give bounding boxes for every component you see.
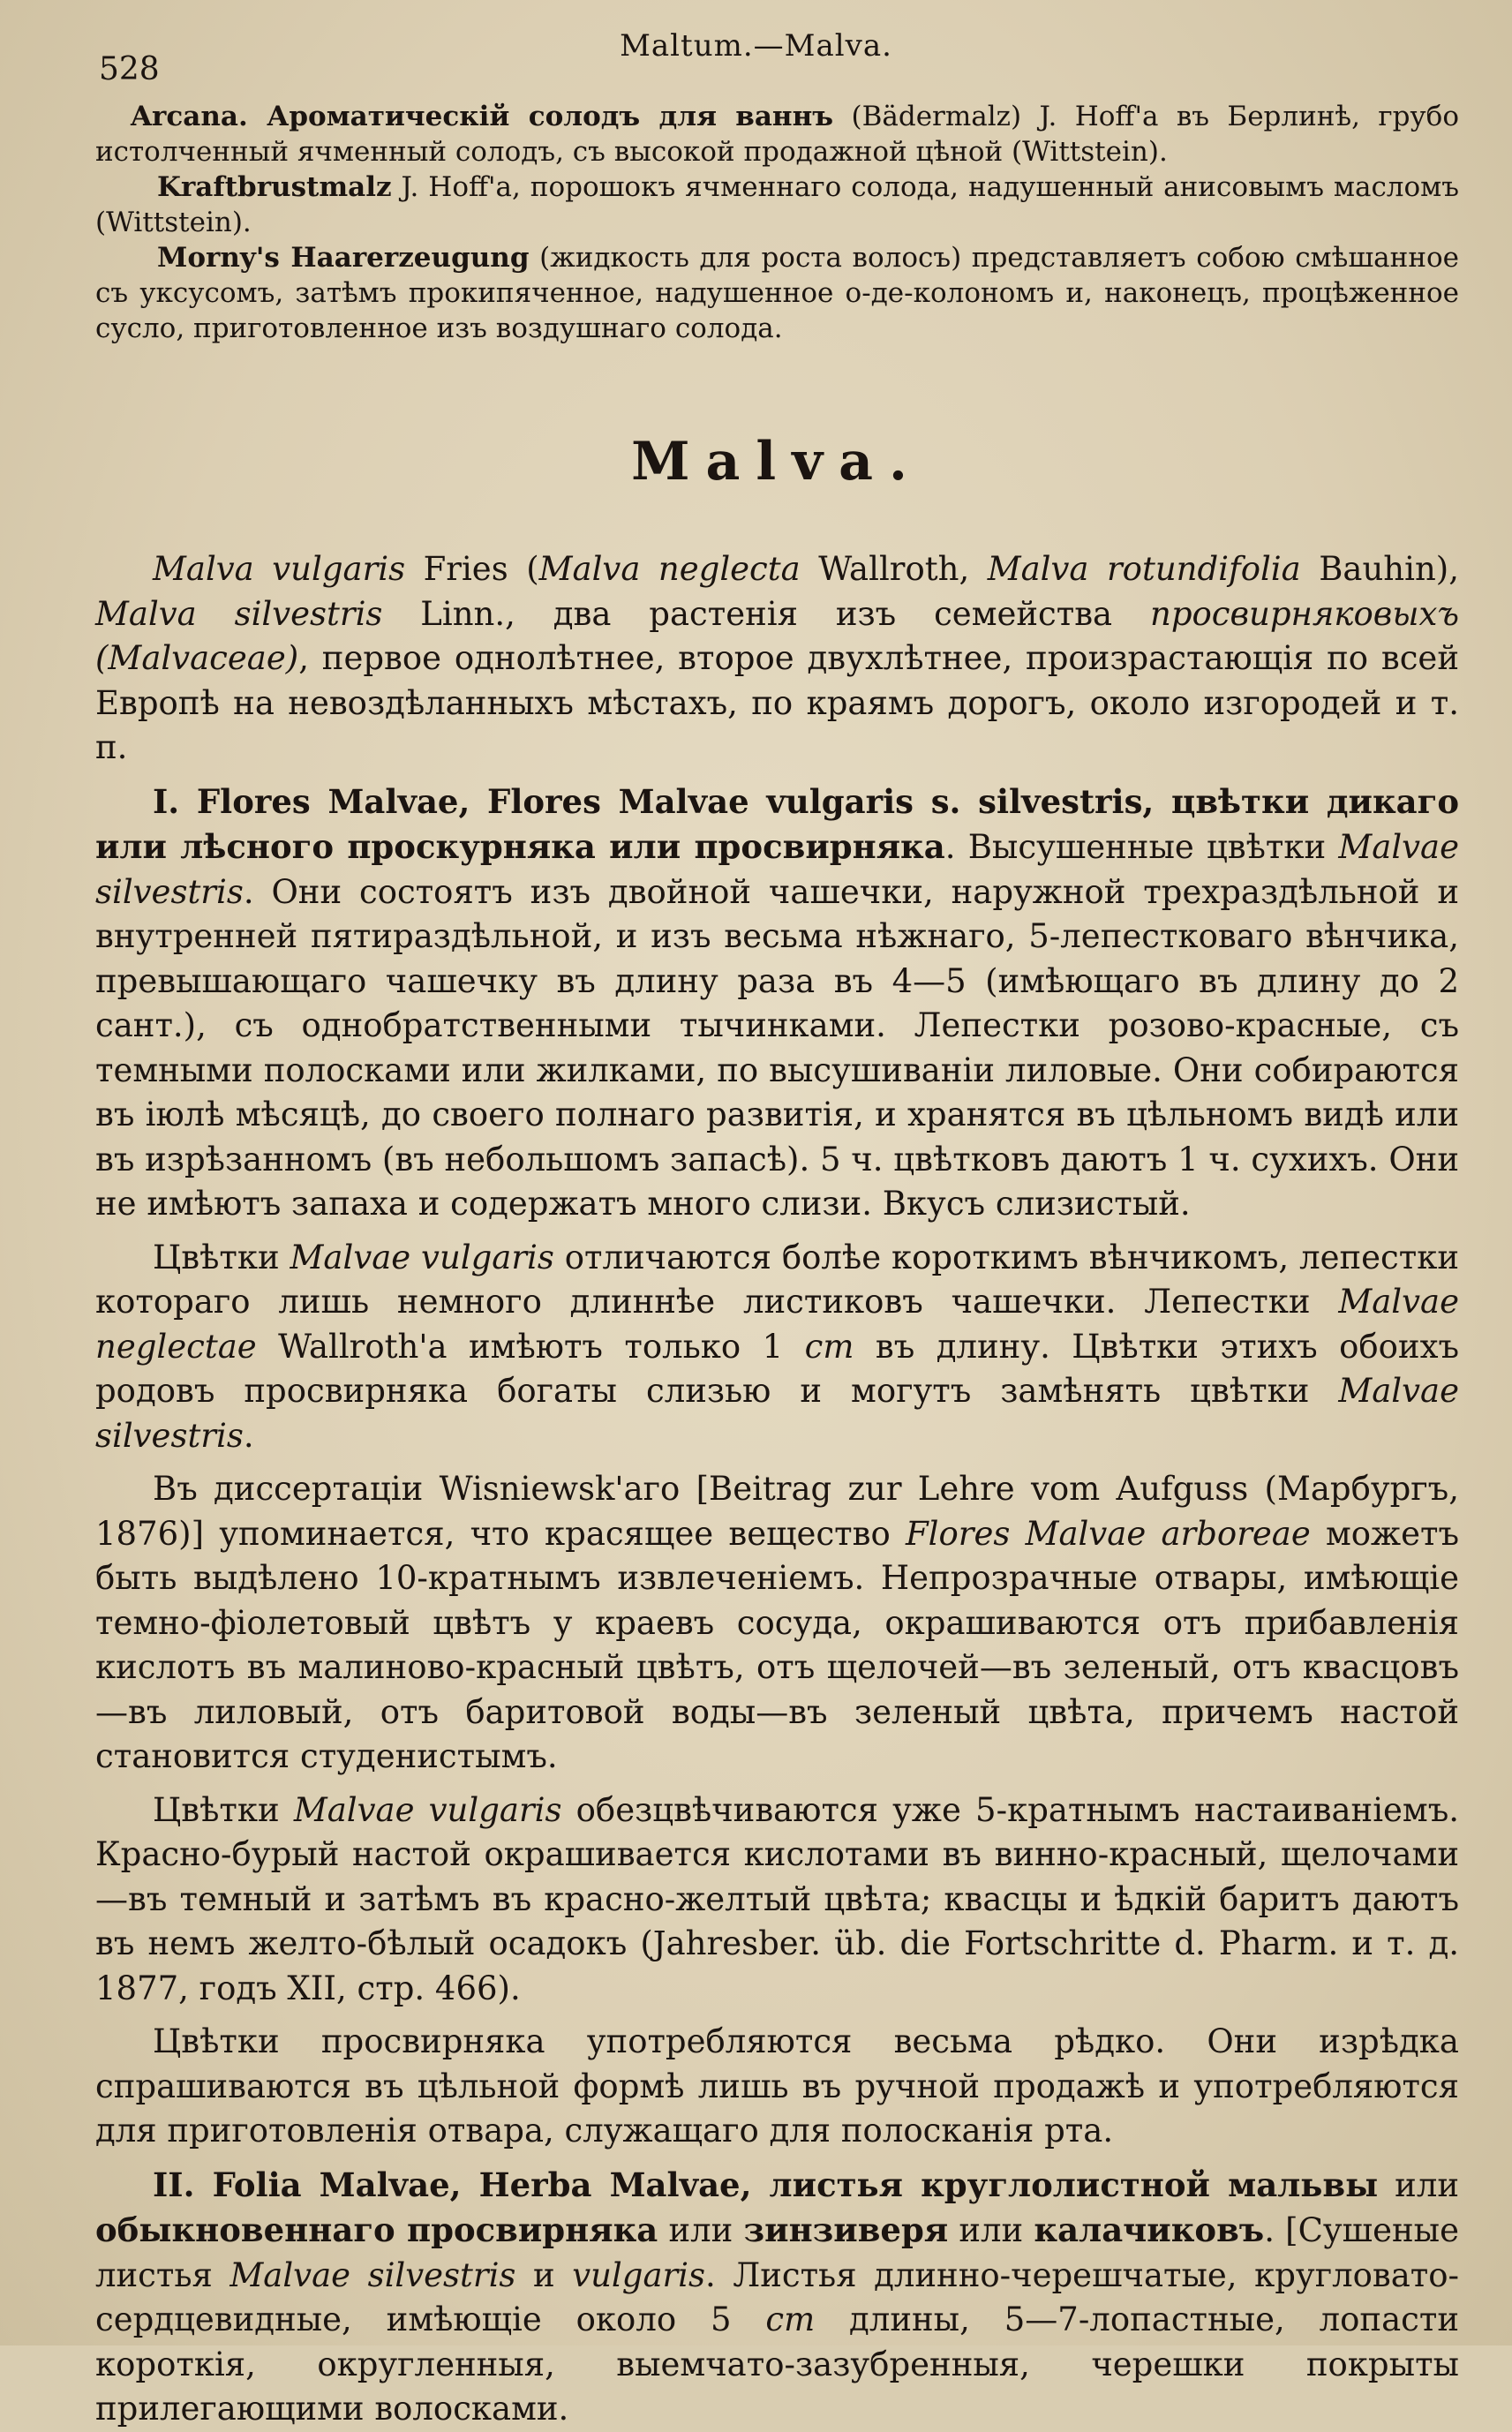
text-run: Цвѣтки [153, 1790, 294, 1829]
bold-heading: I. Flores Malvae, Flores Malvae vulgaris s. silvestris, цвѣтки дикаго или лѣсного проскурняка или просвирняка [95, 781, 1459, 866]
italic-term: cm [804, 1327, 854, 1366]
bold-heading: калачиковъ [1034, 2210, 1265, 2249]
text-run: въ длину. Цвѣтки этихъ обоихъ родовъ просвирняка богаты слизью и могутъ замѣнять цвѣтки [95, 1327, 1459, 1410]
italic-term: cm [765, 2300, 816, 2338]
italic-term: Malvae silvestris [229, 2255, 516, 2294]
italic-term: vulgaris [572, 2255, 706, 2294]
section-title: Malva. [631, 431, 923, 493]
italic-term: Malva silvestris [95, 594, 383, 633]
text-run: или [1378, 2165, 1459, 2204]
paragraph-decolorization [95, 1788, 1459, 2012]
bold-heading: обыкновеннаго просвирняка [95, 2210, 658, 2249]
text-run: . Листья длинно-черешчатые, кругловато-сердцевидные, имѣющіе около 5 [95, 2255, 1460, 2338]
running-title: Maltum.—Malva. [620, 28, 892, 64]
text-run: , первое однолѣтнее, второе двухлѣтнее, произрастающія по всей Европѣ на невоздѣланныхъ мѣстахъ, по краямъ дорогъ, около изгородей и т. п. [95, 639, 1459, 766]
text-run: или [948, 2211, 1034, 2249]
paragraph-malvae-vulgaris [95, 1236, 1459, 1459]
text-run: Fries ( [405, 550, 539, 588]
text-run: обезцвѣчиваются уже 5-кратнымъ настаиваніемъ. Красно-бурый настой окрашивается кислотами въ винно-красный, щелочами—въ темный и затѣмъ въ красно-желтый цвѣта; квасцы и ѣдкій баритъ даютъ въ немъ желто-бѣлый осадокъ (Jahresber. üb. die Fortschritte d. Pharm. и т. д. 1877, годъ XII, стр. 466). [95, 1790, 1460, 2007]
text-run: . [243, 1416, 254, 1455]
text-run: . [Сушеные листья [95, 2211, 1459, 2294]
preface-text: J. Hoff'a, порошокъ ячменнаго солода, надушенный анисовымъ масломъ (Wittstein). [95, 171, 1459, 238]
paragraph-intro [95, 547, 1459, 771]
preface-text: (жидкость для роста волосъ) представляетъ собою смѣшанное съ уксусомъ, затѣмъ прокипяченное, надушенное о-де-колономъ и, наконецъ, процѣженное сусло, приготовленное изъ воздушнаго солода. [95, 242, 1459, 344]
paragraph-flores-malvae [95, 779, 1459, 1227]
text-run: или [658, 2211, 744, 2249]
preface-block [95, 99, 1459, 346]
main-text [95, 547, 1459, 2432]
preface-text: (Bädermalz) J. Hoff'a въ Берлинѣ, грубо истолченный ячменный солодъ, съ высокой продажной цѣной (Wittstein). [95, 101, 1459, 168]
text-run: . Они состоятъ изъ двойной чашечки, наружной трехраздѣльной и внутренней пятираздѣльной, и изъ весьма нѣжнаго, 5-лепестковаго вѣнчика, превышающаго чашечку въ длину раза въ 4—5 (имѣющаго въ длину до 2 сант.), съ однобратственными тычинками. Лепестки розово-красные, съ темными полосками или жилками, по высушиваніи лиловые. Они собираются въ іюлѣ мѣсяцѣ, до своего полнаго развитія, и хранятся въ цѣльномъ видѣ или въ изрѣзанномъ (въ небольшомъ запасѣ). 5 ч. цвѣтковъ даютъ 1 ч. сухихъ. Они не имѣютъ запаха и содержатъ много слизи. Вкусъ слизистый. [95, 872, 1459, 1223]
page-header [0, 25, 1512, 87]
preface-paragraph [95, 240, 1459, 346]
text-run: можетъ быть выдѣлено 10-кратнымъ извлеченіемъ. Непрозрачные отвары, имѣющіе темно-фіолетовый цвѣтъ у краевъ сосуда, окрашиваются отъ прибавленія кислотъ въ малиново-красный цвѣтъ, отъ щелочей—въ зеленый, отъ квасцовъ—въ лиловый, отъ баритовой воды—въ зеленый цвѣта, причемъ настой становится студенистымъ. [95, 1514, 1459, 1775]
preface-lead: Morny's Haarerzeugung [157, 242, 530, 274]
page-content [95, 99, 1459, 2432]
paragraph-dissertation [95, 1467, 1459, 1780]
text-run: Въ диссертаціи Wisniewsk'аго [Beitrag zur Lehre vom Aufguss (Марбургъ, 1876)] упоминается, что красящее вещество [95, 1470, 1459, 1553]
text-run: отличаются болѣе короткимъ вѣнчикомъ, лепестки котораго лишь немного длиннѣе листиковъ чашечки. Лепестки [95, 1238, 1459, 1321]
italic-term: просвирняковыхъ (Malvaceae) [95, 594, 1459, 677]
italic-term: Malvae neglectae [95, 1283, 1459, 1366]
italic-term: Malvae vulgaris [290, 1238, 554, 1276]
text-run: . Высушенные цвѣтки [944, 828, 1339, 866]
bold-heading: II. Folia Malvae, Herba Malvae, листья круглолистной мальвы [153, 2165, 1379, 2204]
text-run: длины, 5—7-лопастные, лопасти короткія, округленныя, выемчато-зазубренныя, черешки покрыты прилегающими волосками. [95, 2300, 1459, 2428]
italic-term: Malva neglecta [538, 550, 801, 588]
text-run: и [515, 2255, 573, 2294]
italic-term: Malvae vulgaris [293, 1790, 562, 1829]
text-run: Цвѣтки просвирняка употребляются весьма рѣдко. Они изрѣдка спрашиваются въ цѣльной формѣ лишь въ ручной продажѣ и употребляются для приготовленія отвара, служащаго для полосканія рта. [95, 2022, 1459, 2150]
paragraph-usage [95, 2020, 1459, 2154]
text-run: Цвѣтки [153, 1238, 290, 1276]
preface-paragraph [95, 99, 1459, 169]
text-run: Wallroth, [800, 550, 988, 588]
preface-paragraph [95, 169, 1459, 240]
text-run: Linn., два растенія изъ семейства [382, 594, 1150, 633]
page-number: 528 [99, 51, 160, 87]
italic-term: Malva vulgaris [153, 550, 406, 588]
text-run: Bauhin), [1300, 550, 1459, 588]
italic-term: Malva rotundifolia [987, 550, 1301, 588]
paragraph-folia-malvae [95, 2163, 1459, 2432]
preface-lead: Kraftbrustmalz [157, 171, 392, 203]
preface-lead: Arcana. Ароматическій солодъ для ваннъ [131, 101, 834, 132]
italic-term: Flores Malvae arboreae [906, 1514, 1311, 1553]
italic-term: Malvae silvestris [95, 1372, 1459, 1455]
bold-heading: зинзиверя [743, 2210, 949, 2249]
text-run: Wallroth'a имѣютъ только 1 [256, 1327, 805, 1366]
italic-term: Malvae silvestris [95, 828, 1460, 911]
